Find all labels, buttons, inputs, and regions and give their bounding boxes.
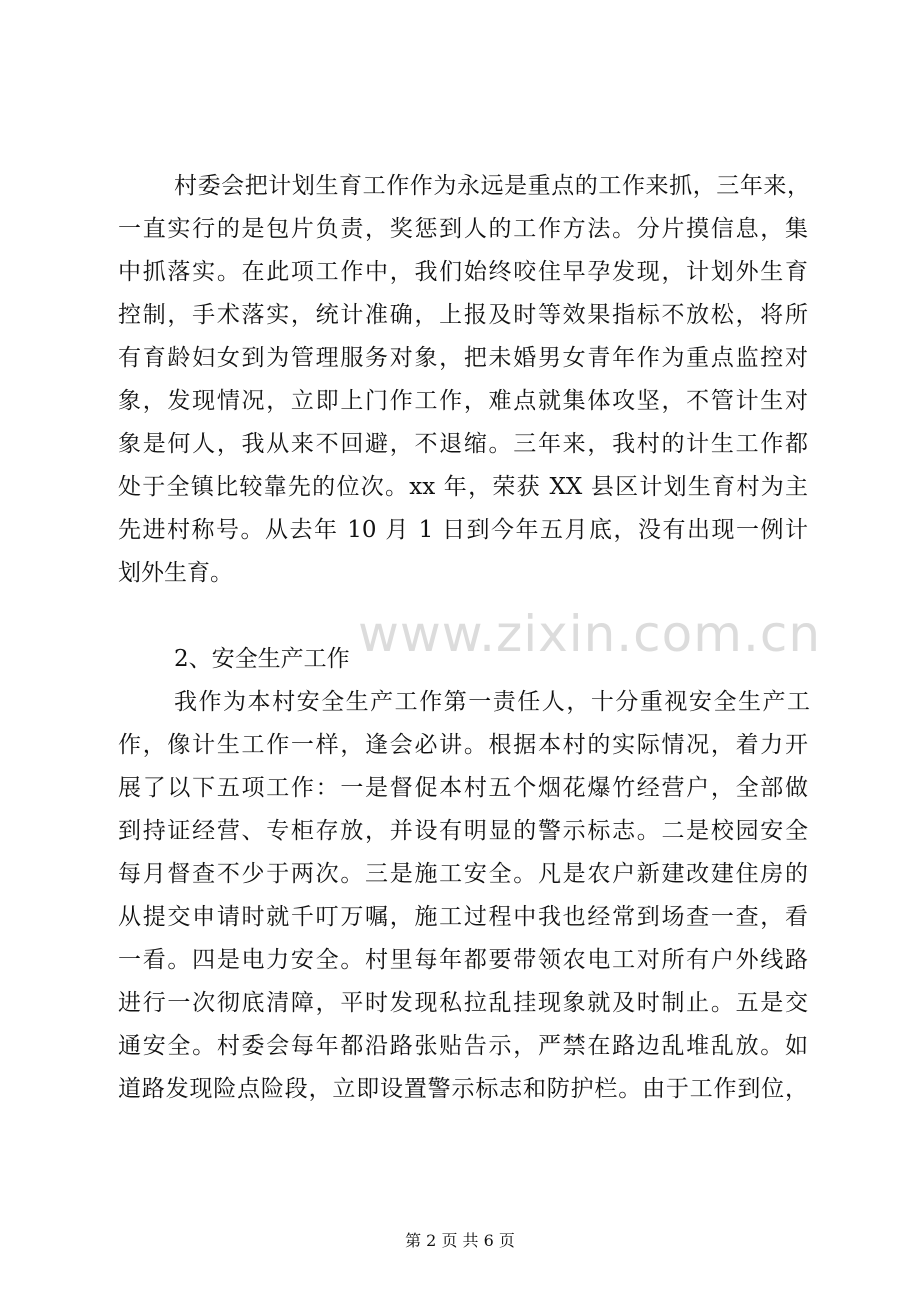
text-line: 先进村称号。从去年 10 月 1 日到今年五月底，没有出现一例计 <box>118 517 808 543</box>
text-line: 作，像计生工作一样，逢会必讲。根据本村的实际情况，着力开 <box>118 732 808 758</box>
section-heading: 2、安全生产工作 <box>174 646 350 672</box>
page-number-footer: 第 2 页 共 6 页 <box>405 1231 515 1250</box>
text-line: 从提交申请时就千叮万嘱，施工过程中我也经常到场查一查，看 <box>118 904 808 930</box>
text-line: 控制，手术落实，统计准确，上报及时等效果指标不放松，将所 <box>118 302 808 328</box>
text-line: 中抓落实。在此项工作中，我们始终咬住早孕发现，计划外生育 <box>118 259 808 285</box>
text-line: 一直实行的是包片负责，奖惩到人的工作方法。分片摸信息，集 <box>118 216 808 242</box>
text-line: 进行一次彻底清障，平时发现私拉乱挂现象就及时制止。五是交 <box>118 990 808 1016</box>
text-line: 到持证经营、专柜存放，并设有明显的警示标志。二是校园安全 <box>118 818 808 844</box>
text-line: 一看。四是电力安全。村里每年都要带领农电工对所有户外线路 <box>118 947 808 973</box>
text-line: 展了以下五项工作：一是督促本村五个烟花爆竹经营户，全部做 <box>118 775 808 801</box>
text-line: 道路发现险点险段，立即设置警示标志和防护栏。由于工作到位， <box>118 1076 808 1102</box>
text-line: 通安全。村委会每年都沿路张贴告示，严禁在路边乱堆乱放。如 <box>118 1033 808 1059</box>
text-line: 划外生育。 <box>118 560 233 586</box>
text-line: 处于全镇比较靠先的位次。xx 年，荣获 XX 县区计划生育村为主 <box>118 474 808 500</box>
text-line: 我作为本村安全生产工作第一责任人，十分重视安全生产工 <box>174 689 810 715</box>
text-line: 象，发现情况，立即上门作工作，难点就集体攻坚，不管计生对 <box>118 388 808 414</box>
watermark: www.zixin.com.cn <box>358 605 822 663</box>
text-line: 每月督查不少于两次。三是施工安全。凡是农户新建改建住房的 <box>118 861 808 887</box>
text-line: 有育龄妇女到为管理服务对象，把未婚男女青年作为重点监控对 <box>118 345 808 371</box>
text-line: 象是何人，我从来不回避，不退缩。三年来，我村的计生工作都 <box>118 431 808 457</box>
text-line: 村委会把计划生育工作作为永远是重点的工作来抓，三年来， <box>174 173 810 199</box>
